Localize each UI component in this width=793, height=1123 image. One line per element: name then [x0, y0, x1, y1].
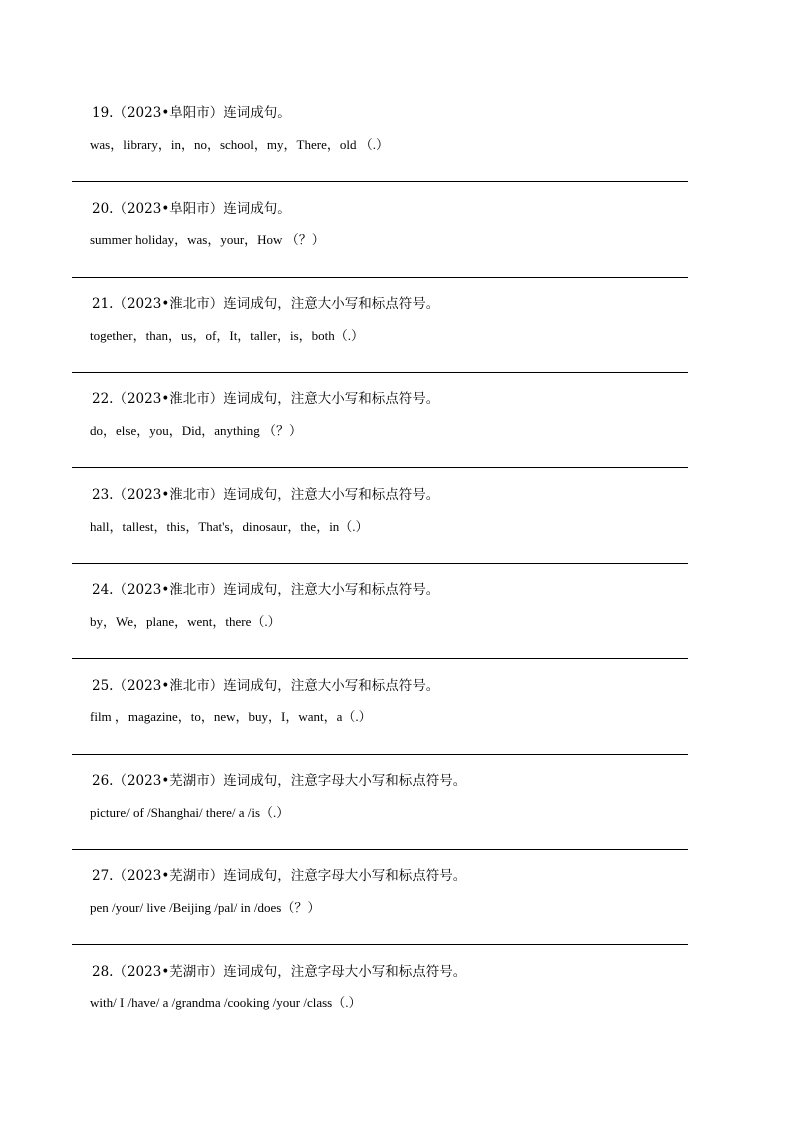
question-title: 23.（2023•淮北市）连词成句，注意大小写和标点符号。 [92, 487, 440, 503]
question-title: 19.（2023•阜阳市）连词成句。 [92, 105, 291, 121]
scrambled-words: by，We，plane，went，there（.） [90, 614, 281, 629]
scrambled-words: hall，tallest，this，That's，dinosaur，the，in（.） [90, 519, 369, 534]
answer-line [72, 849, 688, 850]
question-title: 25.（2023•淮北市）连词成句，注意大小写和标点符号。 [92, 678, 440, 694]
answer-line [72, 467, 688, 468]
question-title: 20.（2023•阜阳市）连词成句。 [92, 201, 291, 217]
answer-line [72, 754, 688, 755]
answer-line [72, 658, 688, 659]
question-title: 26.（2023•芜湖市）连词成句，注意字母大小写和标点符号。 [92, 773, 467, 789]
question-title: 21.（2023•淮北市）连词成句，注意大小写和标点符号。 [92, 296, 440, 312]
answer-line [72, 563, 688, 564]
question-title: 27.（2023•芜湖市）连词成句，注意字母大小写和标点符号。 [92, 868, 467, 884]
answer-line [72, 181, 688, 182]
question-title: 28.（2023•芜湖市）连词成句，注意字母大小写和标点符号。 [92, 964, 467, 980]
scrambled-words: was，library，in，no，school，my，There，old （.） [90, 137, 389, 152]
scrambled-words: with/ I /have/ a /grandma /cooking /your /class（.） [90, 995, 362, 1010]
answer-line [72, 372, 688, 373]
scrambled-words: picture/ of /Shanghai/ there/ a /is（.） [90, 805, 290, 820]
question-title: 24.（2023•淮北市）连词成句，注意大小写和标点符号。 [92, 582, 440, 598]
scrambled-words: together，than，us，of，It，taller，is，both（.） [90, 328, 365, 343]
answer-line [72, 277, 688, 278]
scrambled-words: film ，magazine，to，new，buy，I，want，a（.） [90, 709, 372, 724]
question-title: 22.（2023•淮北市）连词成句，注意大小写和标点符号。 [92, 391, 440, 407]
scrambled-words: summer holiday，was，your，How （？） [90, 232, 325, 247]
scrambled-words: do，else，you，Did，anything （？） [90, 423, 302, 438]
answer-line [72, 944, 688, 945]
scrambled-words: pen /your/ live /Beijing /pal/ in /does（？） [90, 900, 321, 915]
